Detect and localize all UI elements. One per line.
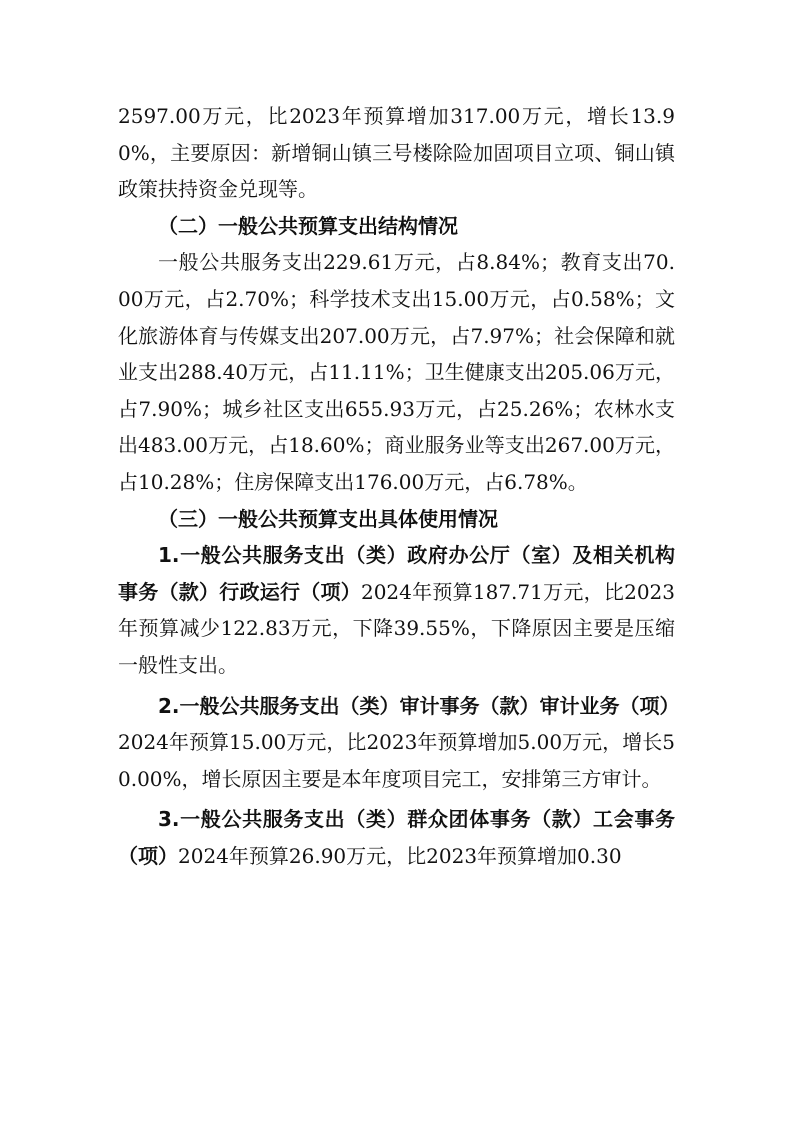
paragraph-revenue-summary: 2597.00万元，比2023年预算增加317.00万元，增长13.90%，主要原因：新增铜山镇三号楼除险加固项目立项、铜山镇政策扶持资金兑现等。 [118,104,675,202]
item-2-title: 2.一般公共服务支出（类）审计事务（款）审计业务（项） [158,693,680,718]
item-1-text: 2024年预算187.71万元，比2023年预算减少122.83万元，下降39.55%，下降原因主要是压缩一般性支出。 [118,579,675,677]
section-heading-expenditure-structure: （二）一般公共预算支出结构情况 [158,213,458,238]
paragraph-item-3 [118,801,675,874]
item-2-text: 2024年预算15.00万元，比2023年预算增加5.00万元，增长50.00%，增长原因主要是本年度项目完工，安排第三方审计。 [118,730,675,791]
paragraph-expenditure-structure: 一般公共服务支出229.61万元，占8.84%；教育支出70.00万元，占2.70%；科学技术支出15.00万元，占0.58%；文化旅游体育与传媒支出207.00万元，占7.97%；社会保障和就业支出288.40万元，占11.11%；卫生健康支出205.06万元，占7.90%；城乡社区支出655.93万元，占25.26%；农林水支出483.00万元，占18.60%；商业服务业等支出267.00万元，占10.28%；住房保障支出176.00万元，占6.78%。 [118,250,675,494]
item-3-text: 2024年预算26.90万元，比2023年预算增加0.30 [178,843,622,868]
paragraph-item-2 [118,688,680,798]
item-1-title: 1.一般公共服务支出（类）政府办公厅（室）及相关机构事务（款）行政运行（项） [118,543,675,604]
section-heading-expenditure-usage: （三）一般公共预算支出具体使用情况 [158,506,498,531]
item-3-title: 3.一般公共服务支出（类）群众团体事务（款）工会事务（项） [118,807,675,868]
paragraph-item-1 [118,537,675,683]
